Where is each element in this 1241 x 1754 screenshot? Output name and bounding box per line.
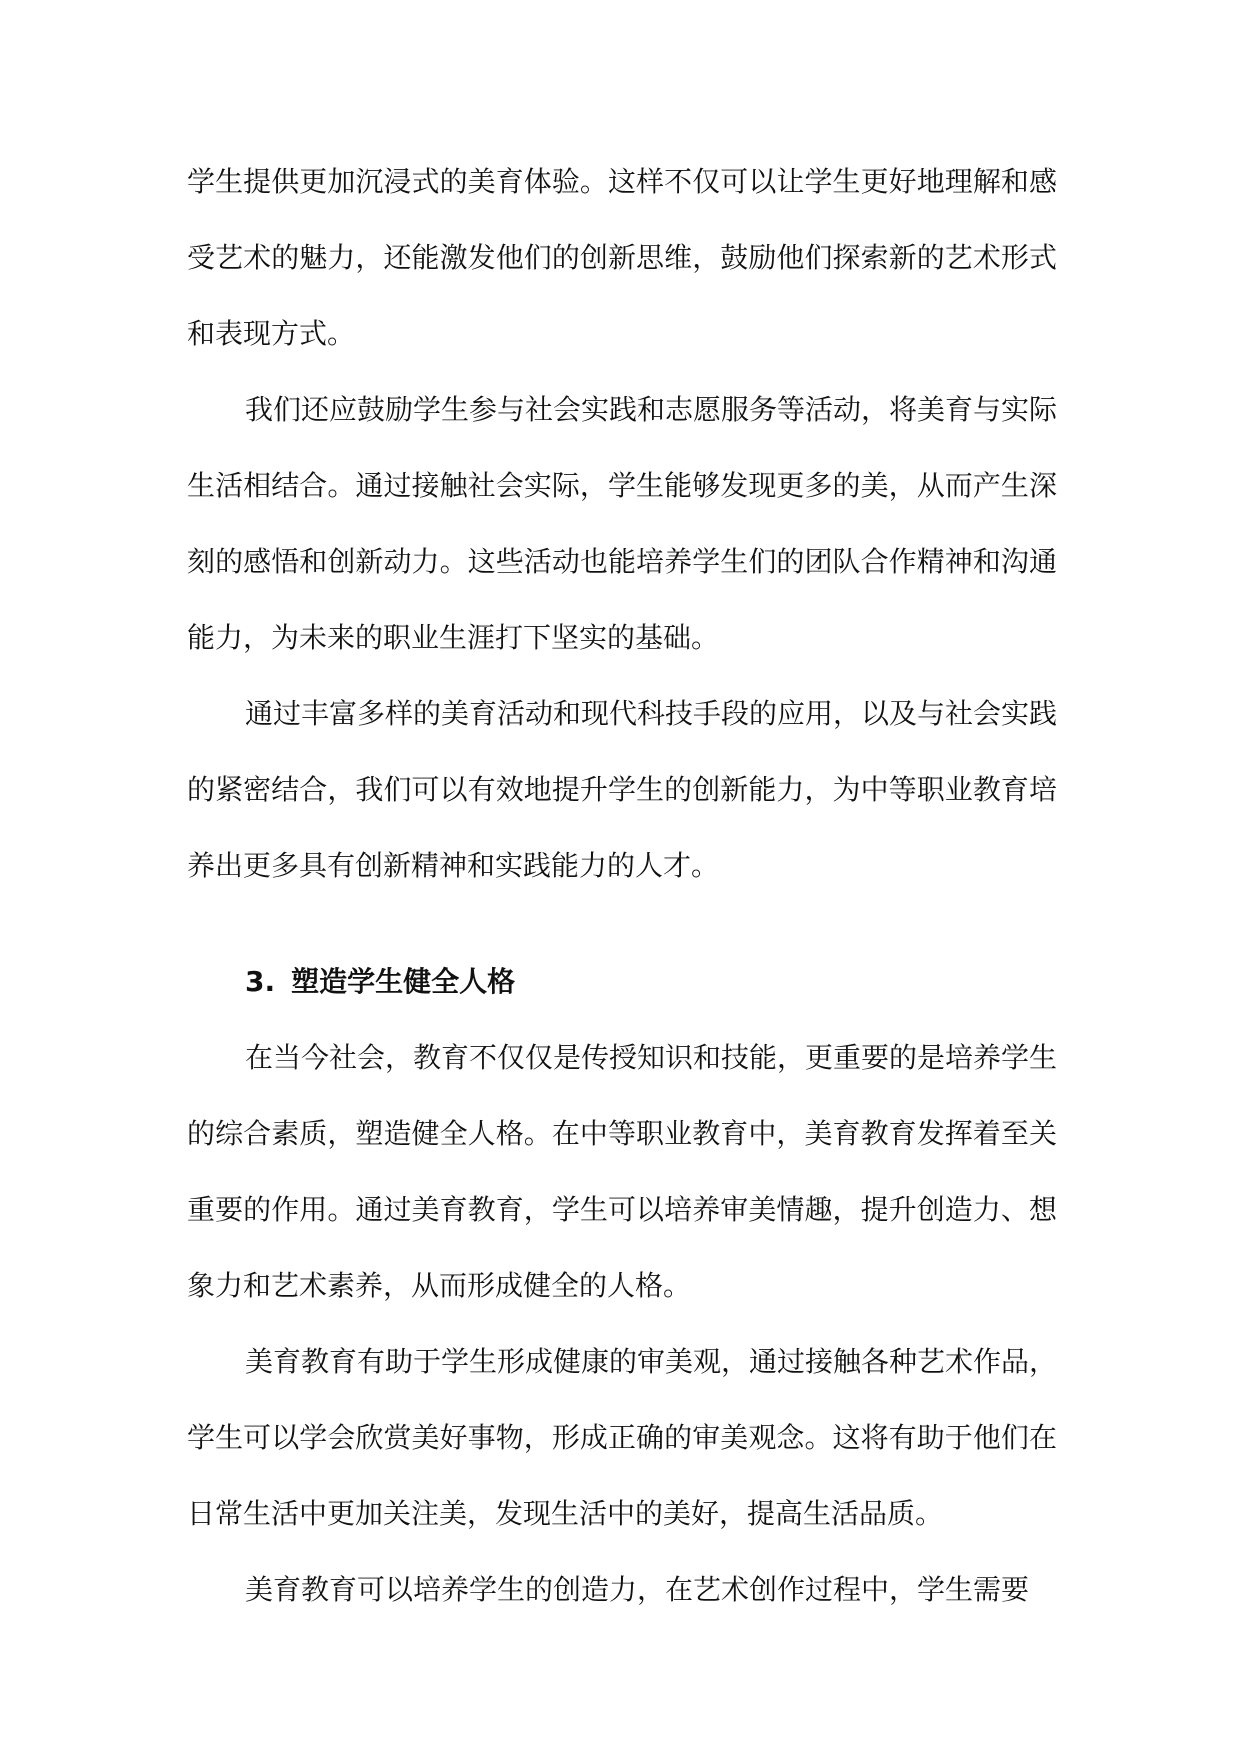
paragraph: 我们还应鼓励学生参与社会实践和志愿服务等活动，将美育与实际生活相结合。通过接触社会实际，学生能够发现更多的美，从而产生深刻的感悟和创新动力。这些活动也能培养学生们的团队合作精神和沟通能力，为未来的职业生涯打下坚实的基础。 bbox=[187, 393, 1058, 654]
section-number: 3. bbox=[245, 965, 276, 998]
paragraph: 在当今社会，教育不仅仅是传授知识和技能，更重要的是培养学生的综合素质，塑造健全人格。在中等职业教育中，美育教育发挥着至关重要的作用。通过美育教育，学生可以培养审美情趣，提升创造力、想象力和艺术素养，从而形成健全的人格。 bbox=[187, 1041, 1058, 1302]
section-heading bbox=[187, 944, 1057, 1020]
section-title: 塑造学生健全人格 bbox=[291, 965, 516, 998]
paragraph: 美育教育可以培养学生的创造力，在艺术创作过程中，学生需要 bbox=[245, 1573, 1030, 1606]
paragraph-continuation: 学生提供更加沉浸式的美育体验。这样不仅可以让学生更好地理解和感受艺术的魅力，还能激发他们的创新思维，鼓励他们探索新的艺术形式和表现方式。 bbox=[187, 165, 1057, 350]
paragraph: 美育教育有助于学生形成健康的审美观，通过接触各种艺术作品，学生可以学会欣赏美好事物，形成正确的审美观念。这将有助于他们在日常生活中更加关注美，发现生活中的美好，提高生活品质。 bbox=[187, 1345, 1058, 1530]
paragraph: 通过丰富多样的美育活动和现代科技手段的应用，以及与社会实践的紧密结合，我们可以有效地提升学生的创新能力，为中等职业教育培养出更多具有创新精神和实践能力的人才。 bbox=[187, 697, 1058, 882]
document-body bbox=[187, 144, 1057, 1628]
